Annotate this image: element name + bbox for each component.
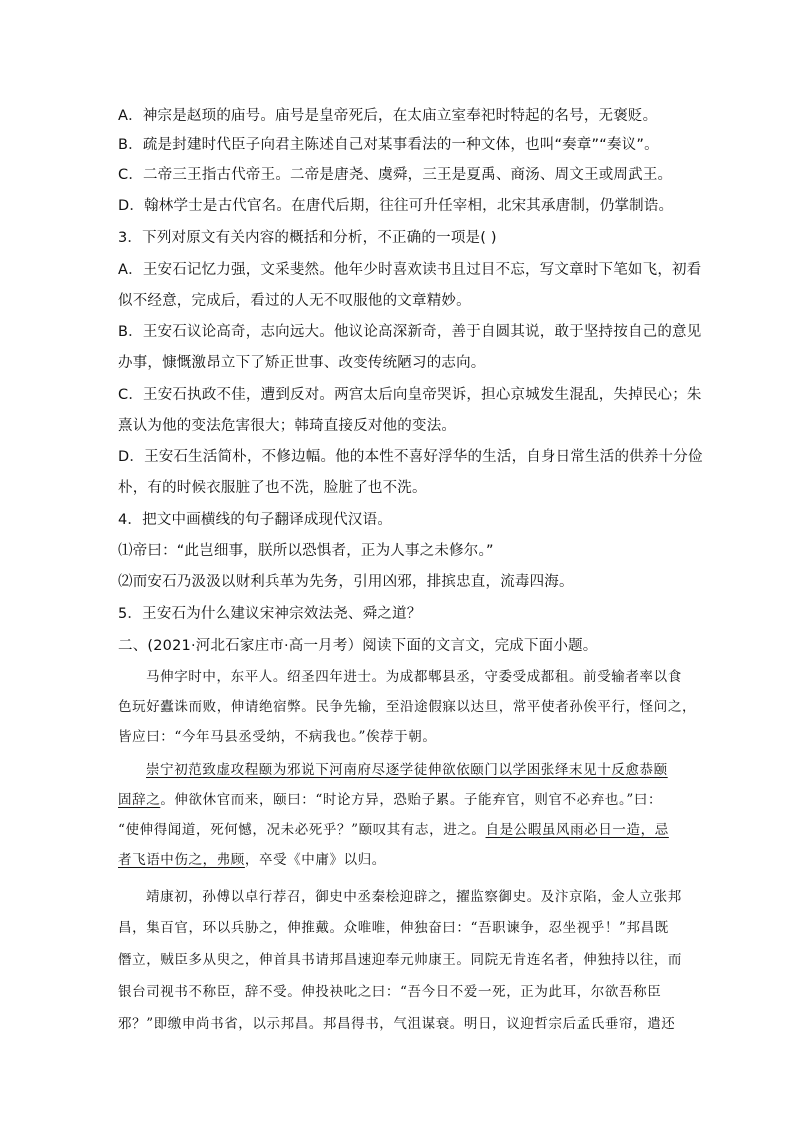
passage-p2-line2 [118, 788, 662, 808]
underlined-phrase: 者飞语中伤之，弗顾 [118, 852, 245, 868]
passage-p2-line1-underlined: 崇宁初范致虚攻程颐为邪说下河南府尽逐学徒伸欲依颐门以学困张绎末见十反愈恭颐 [146, 762, 668, 778]
q2-option-c: C．二帝三王指古代帝王。二帝是唐尧、虞舜，三王是夏禹、商汤、周文王或周武王。 [118, 167, 673, 183]
q3-option-a-line1: A．王安石记忆力强，文采斐然。他年少时喜欢读书且过目不忘，写文章时下笔如飞，初看 [118, 262, 702, 278]
passage-text: “使伸得闻道，死何憾，况未必死乎？”颐叹其有志，进之。 [118, 822, 486, 838]
q4-sentence-1: ⑴帝曰：“此岂细事，朕所以恐惧者，正为人事之未修尔。” [118, 543, 494, 559]
q3-stem: 3．下列对原文有关内容的概括和分析，不正确的一项是( ) [118, 230, 497, 246]
q3-option-a-line2: 似不经意，完成后，看过的人无不叹服他的文章精妙。 [118, 293, 471, 309]
q2-option-a: A．神宗是赵顼的庙号。庙号是皇帝死后，在太庙立室奉祀时特起的名号，无褒贬。 [118, 108, 658, 124]
passage-p3-line1: 靖康初，孙傅以卓行荐召，御史中丞秦桧迎辟之，擢监察御史。及汴京陷，金人立张邦 [146, 889, 682, 905]
q3-option-b-line1: B．王安石议论高奇，志向远大。他议论高深新奇，善于自圆其说，敢于坚持按自己的意见 [118, 324, 702, 340]
passage-p3-line2: 昌，集百官，环以兵胁之，伸推戴。众唯唯，伸独奋曰：“吾职谏争，忍坐视乎！”邦昌既 [118, 920, 669, 936]
passage-p1-line2: 色玩好蠹诛而败，伸请绝宿弊。民争先输，至沿途假寐以达旦，常平使者孙俟平行，怪问之， [118, 699, 697, 715]
q3-option-d-line2: 朴，有的时候衣服脏了也不洗，脸脏了也不洗。 [118, 480, 427, 496]
passage-p1-line3: 皆应曰：“今年马县丞受纳，不病我也。”俟荐于朝。 [118, 729, 437, 745]
q5-stem: 5．王安石为什么建议宋神宗效法尧、舜之道？ [118, 606, 422, 622]
passage-p3-line4: 银台司视书不称臣，辞不受。伸投袂叱之曰：“吾今日不爱一死，正为此耳，尔欲吾称臣 [118, 984, 662, 1000]
section-two-heading: 二、(2021·河北石家庄市·高一月考）阅读下面的文言文，完成下面小题。 [118, 638, 598, 654]
passage-p2-line4 [118, 848, 386, 868]
q3-option-c-line2: 熹认为他的变法危害很大；韩琦直接反对他的变法。 [118, 418, 457, 434]
underlined-phrase: 固辞之 [118, 792, 161, 808]
passage-p1-line1: 马伸字时中，东平人。绍圣四年进士。为成都郫县丞，守委受成都租。前受输者率以食 [146, 669, 682, 685]
q3-option-d-line1: D．王安石生活简朴，不修边幅。他的本性不喜好浮华的生活，自身日常生活的供养十分俭 [118, 449, 703, 465]
passage-text: 。伸欲休官而来，颐曰：“时论方异，恐贻子累。子能弃官，则官不必弃也。”曰： [160, 792, 663, 808]
underlined-phrase: 自是公暇虽风雨必日一造，忌 [485, 822, 669, 838]
q3-option-b-line2: 办事，慷慨激昂立下了矫正世事、改变传统陋习的志向。 [118, 355, 486, 371]
passage-text: ，卒受《中庸》以归。 [244, 852, 386, 868]
q4-stem: 4．把文中画横线的句子翻译成现代汉语。 [118, 512, 393, 528]
passage-p3-line3: 僭立，贼臣多从臾之，伸首具书请邦昌速迎奉元帅康王。同院无肯连名者，伸独持以往，而 [118, 952, 682, 968]
q2-option-b: B．疏是封建时代臣子向君主陈述自己对某事看法的一种文体，也叫“奏章”“奏议”。 [118, 137, 659, 153]
q3-option-c-line1: C．王安石执政不佳，遭到反对。两宫太后向皇帝哭诉，担心京城发生混乱，失掉民心；朱 [118, 387, 702, 403]
q2-option-d: D．翰林学士是古代官名。在唐代后期，往往可升任宰相，北宋其承唐制，仍掌制诰。 [118, 198, 674, 214]
passage-p2-line3 [118, 818, 669, 838]
passage-p3-line5: 邪？”即缴申尚书省，以示邦昌。邦昌得书，气沮谋衰。明日，议迎哲宗后孟氏垂帘，遣还 [118, 1016, 676, 1032]
q4-sentence-2: ⑵而安石乃汲汲以财利兵革为先务，引用凶邪，排摈忠直，流毒四海。 [118, 574, 574, 590]
